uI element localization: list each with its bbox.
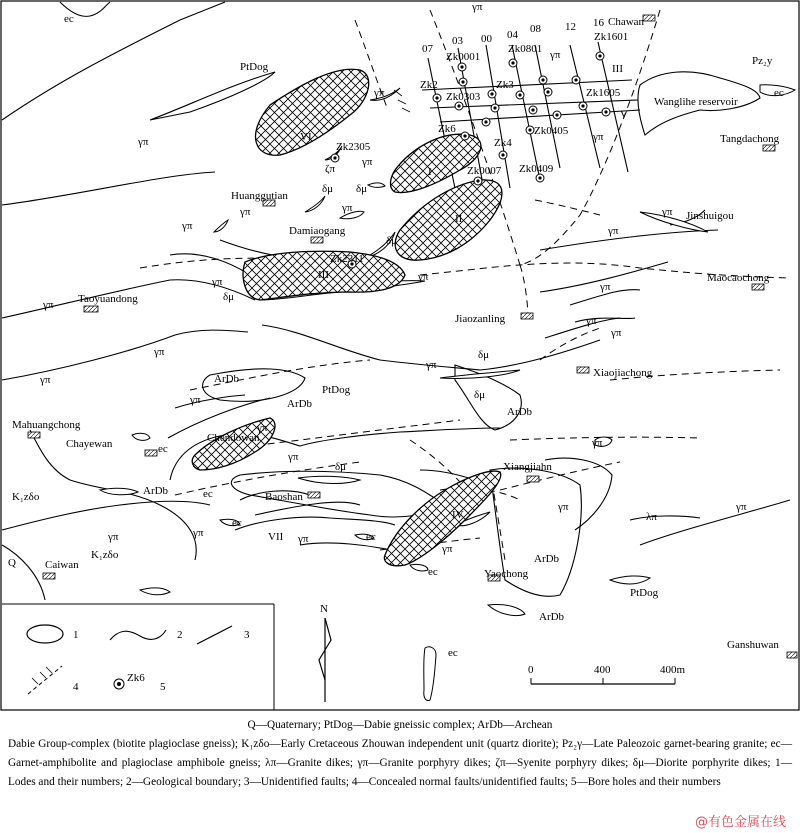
label-ec: ec (158, 443, 168, 455)
label-maocaochong: Maocaochong (707, 272, 770, 284)
label-gamma-pi: γπ (298, 533, 309, 545)
label-gamma-pi: γπ (154, 346, 165, 358)
line-number: 03 (452, 35, 463, 47)
label-delta-mu: δμ (322, 183, 334, 195)
label-chayewan: Chayewan (66, 438, 113, 450)
label-gamma-pi: γπ (108, 531, 119, 543)
legend-num: 4 (73, 681, 79, 693)
borehole-label: Zk1605 (586, 87, 621, 99)
scale-bar (528, 664, 686, 684)
label-zeta-pi: ζπ (325, 163, 336, 175)
label-gamma-pi: γπ (240, 206, 251, 218)
label-quaternary: Q (8, 557, 16, 569)
label-ec: ec (774, 87, 784, 99)
label-gamma-pi: γπ (558, 501, 569, 513)
label-ptdog: PtDog (322, 384, 351, 396)
line-number: 08 (530, 23, 541, 35)
label-mahuangchong: Mahuangchong (12, 419, 81, 431)
borehole-label: Zk6 (438, 123, 456, 135)
label-ec: ec (232, 517, 242, 529)
borehole-label: Zk2305 (336, 141, 371, 153)
borehole-label: Zk0303 (446, 91, 481, 103)
label-ec: ec (366, 531, 376, 543)
legend-num: 2 (177, 629, 183, 641)
legend (2, 604, 274, 710)
label-delta-mu: δμ (223, 291, 235, 303)
borehole-label: Zk2311 (330, 253, 364, 265)
label-ec: ec (448, 647, 458, 659)
lode-number-ii: II (455, 213, 463, 225)
lode-number-vii: VII (268, 531, 284, 543)
label-gamma-pi: γπ (593, 131, 604, 143)
label-gamma-pi: γπ (257, 422, 268, 434)
label-delta-mu: δμ (478, 349, 490, 361)
lode-number-i: I (428, 166, 432, 178)
label-ec: ec (428, 566, 438, 578)
label-chawan: Chawan (608, 16, 645, 28)
legend-num: 3 (244, 629, 250, 641)
label-gamma-pi: γπ (40, 374, 51, 386)
label-gamma-pi: γπ (212, 276, 223, 288)
label-gamma-pi: γπ (342, 202, 353, 214)
north-arrow (319, 603, 331, 702)
label-tangdachong: Tangdachong (720, 133, 780, 145)
label-gamma-pi: γπ (442, 543, 453, 555)
line-number: 07 (422, 43, 433, 55)
label-ganshuwan: Ganshuwan (727, 639, 779, 651)
label-k1zdo: K₁zδo (12, 491, 40, 503)
label-gamma-pi: γπ (611, 327, 622, 339)
borehole-label: Zk0405 (534, 125, 569, 137)
label-gamma-pi: γπ (43, 299, 54, 311)
label-ardb: ArDb (534, 553, 560, 565)
borehole-label: Zk0801 (508, 43, 543, 55)
label-gamma-pi: γπ (288, 451, 299, 463)
label-ptdog: PtDog (240, 61, 269, 73)
label-gamma-pi: γπ (193, 527, 204, 539)
label-baoshan: Baoshan (265, 491, 303, 503)
legend-borehole-sample: Zk6 (127, 672, 145, 684)
label-gamma-pi: γπ (592, 437, 603, 449)
label-pz2y: Pz₂y (752, 55, 773, 67)
watermark: @有色金属在线 (694, 815, 786, 830)
borehole-label: Zk4 (494, 137, 512, 149)
label-gamma-pi: γπ (608, 225, 619, 237)
borehole-label: Zk0409 (519, 163, 554, 175)
lode-number-iv: IV (452, 509, 464, 521)
legend-fault-symbol (197, 626, 232, 644)
borehole-label: Zk3 (496, 79, 514, 91)
label-gamma-pi: γπ (600, 281, 611, 293)
label-ardb: ArDb (287, 398, 313, 410)
scale-label: 400 (594, 664, 611, 676)
label-ardb: ArDb (143, 485, 169, 497)
borehole-label: Zk0001 (446, 51, 481, 63)
label-gamma-pi: γπ (182, 220, 193, 232)
label-jinshuigou: Jinshuigou (686, 210, 734, 222)
label-gamma-pi: γπ (190, 394, 201, 406)
label-chendowan: Chendowan (207, 432, 260, 444)
figure-caption (8, 716, 792, 792)
line-number: 04 (507, 29, 518, 41)
scale-label: 400m (660, 664, 686, 676)
lode-number-iii-west: III (318, 269, 329, 281)
label-taoyuandong: Taoyuandong (78, 293, 138, 305)
legend-lode-symbol (27, 625, 63, 643)
label-gamma-pi: γπ (362, 156, 373, 168)
legend-boundary-symbol (110, 630, 166, 640)
label-delta-mu: δμ (356, 183, 368, 195)
label-xiaojiachong: Xiaojiachong (593, 367, 653, 379)
scale-label: 0 (528, 664, 534, 676)
label-huanggutian: Huanggutian (231, 190, 288, 202)
north-label: N (320, 603, 328, 615)
label-lambda-pi: λπ (646, 511, 657, 523)
label-ardb: ArDb (214, 373, 240, 385)
label-ardb: ArDb (507, 406, 533, 418)
label-gamma-pi: γπ (426, 359, 437, 371)
lode-number-vi: VI (300, 131, 312, 143)
borehole-label: Zk2 (420, 79, 438, 91)
label-ec: ec (64, 13, 74, 25)
legend-num: 1 (73, 629, 79, 641)
label-k1zdo: K₁zδo (91, 549, 119, 561)
label-yaochong: Yaochong (484, 568, 529, 580)
legend-concealed-fault-symbol (28, 666, 62, 694)
borehole-label: Zk0007 (467, 165, 502, 177)
lode-number-iii: III (612, 63, 623, 75)
label-gamma-pi: γπ (374, 87, 385, 99)
label-damiaogang: Damiaogang (289, 225, 346, 237)
label-xiangjiahn: Xiangjiahn (503, 461, 552, 473)
label-gamma-pi: γπ (586, 315, 597, 327)
label-delta-mu: δμ (386, 235, 398, 247)
label-ardb: ArDb (539, 611, 565, 623)
line-number: 12 (565, 21, 576, 33)
label-delta-mu: δμ (474, 389, 486, 401)
line-number: 00 (481, 33, 492, 45)
label-gamma-pi: γπ (662, 206, 673, 218)
label-ec: ec (203, 488, 213, 500)
label-jiaozanling: Jiaozanling (455, 313, 506, 325)
label-gamma-pi: γπ (550, 49, 561, 61)
label-wanglihe-reservoir: Wanglihe reservoir (654, 96, 738, 108)
label-gamma-pi: γπ (138, 136, 149, 148)
caption-line-1: Q—Quaternary; PtDog—Dabie gneissic complex; ArDb—Archean (247, 719, 553, 731)
borehole-label: Zk1601 (594, 31, 629, 43)
line-number: 16 (593, 17, 604, 29)
label-gamma-pi: γπ (418, 271, 429, 283)
lode-number-v: V (620, 109, 628, 121)
legend-num: 5 (160, 681, 166, 693)
label-gamma-pi: γπ (736, 501, 747, 513)
label-delta-mu: δμ (335, 461, 347, 473)
label-ptdog: PtDog (630, 587, 659, 599)
caption-line-2: Dabie Group-complex (biotite plagioclase gneiss); K₁zδo—Early Cretaceous Zhouwan independent unit (quartz diorite); Pz₂γ—Late Paleozoic garnet-bearing granite; ec—Garnet-amphibolite and plagioclase amphibole gneiss; λπ—Granite dikes; γπ—Granite porphyry dikes; ζπ—Syenite porphyry dikes; δμ—Diorite porphyrite dikes; 1—Lodes and their numbers; 2—Geological boundary; 3—Unidentified faults; 4—Concealed normal faults/unidentified faults; 5—Bore holes and their numbers (8, 738, 792, 788)
label-caiwan: Caiwan (45, 559, 79, 571)
label-gamma-pi: γπ (472, 1, 483, 13)
